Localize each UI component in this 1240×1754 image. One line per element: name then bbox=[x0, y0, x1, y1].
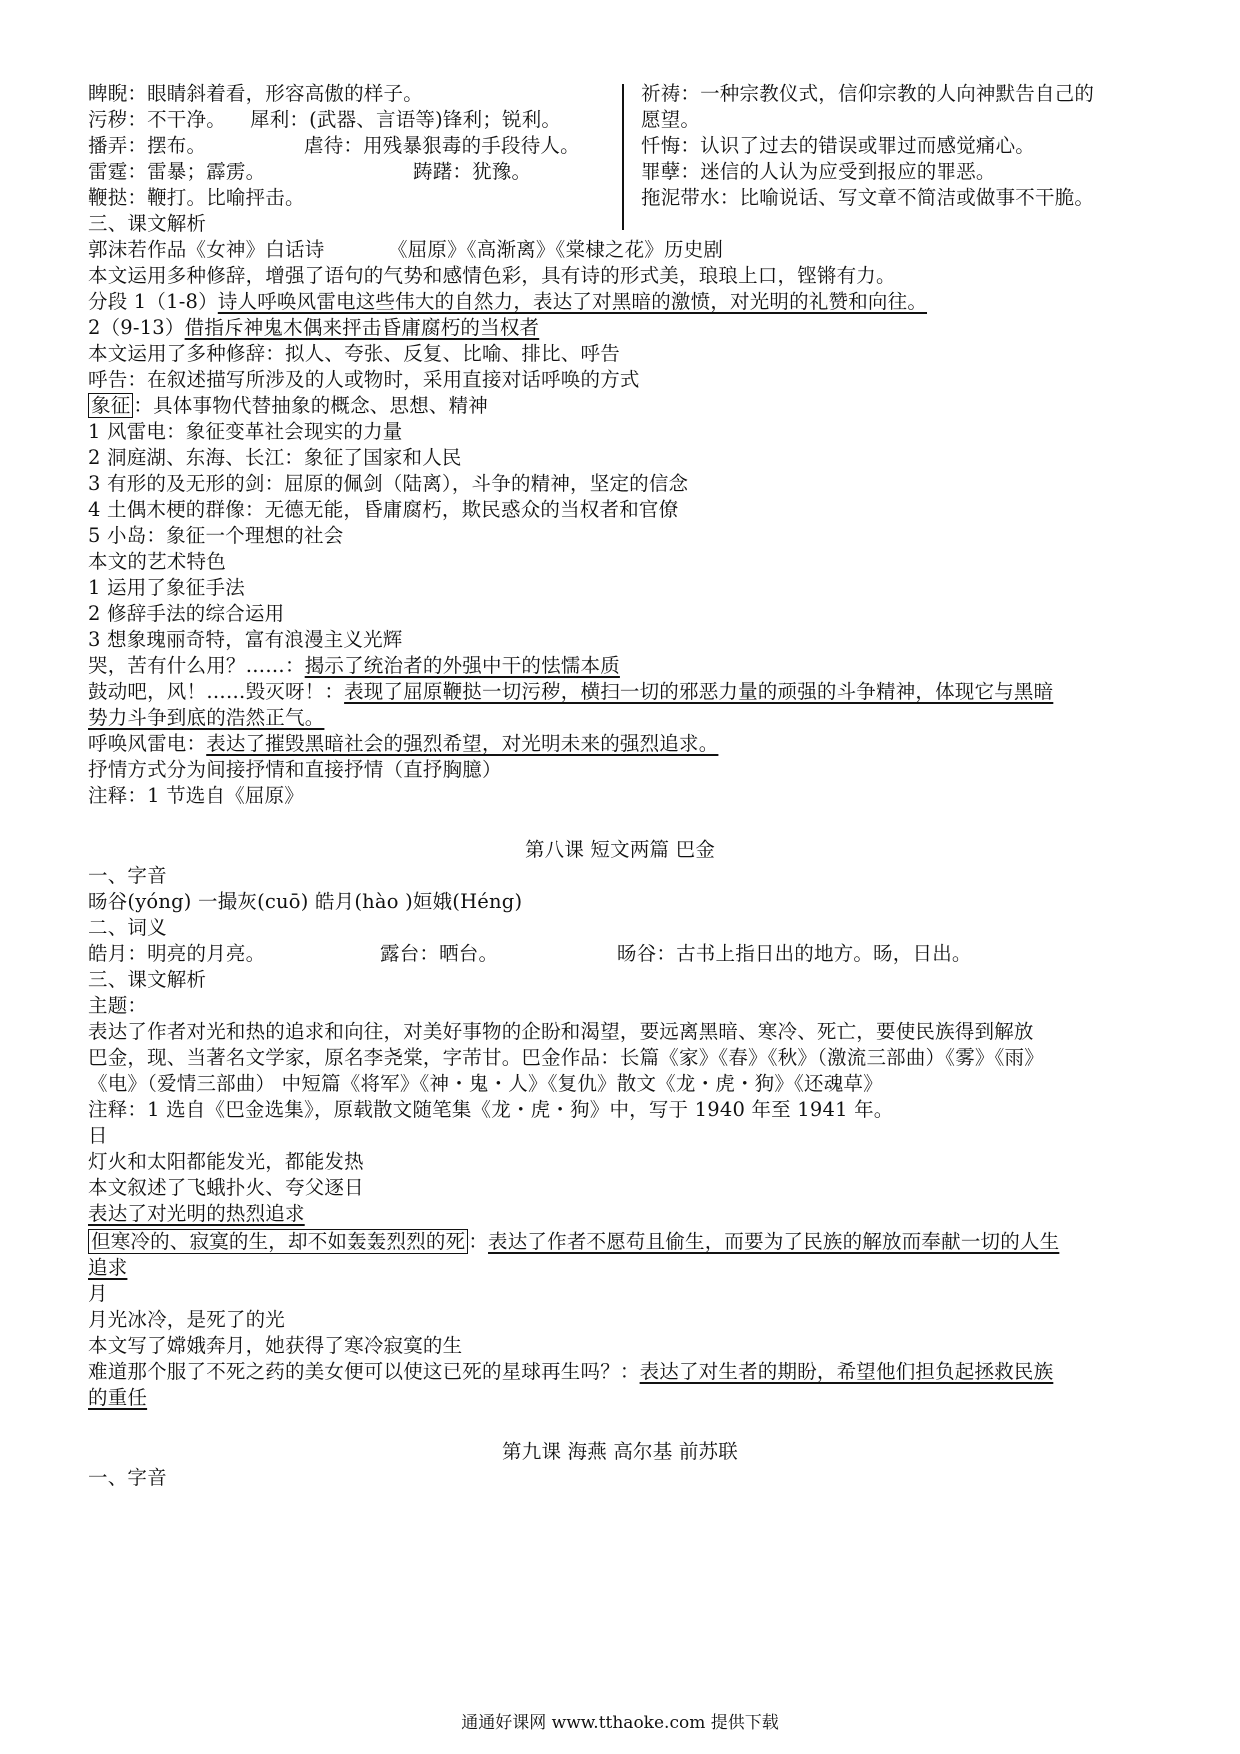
vocab-tuoni: 拖泥带水：比喻说话、写文章不简洁或做事不干脆。 bbox=[641, 186, 1095, 209]
symbol-definition: 象征 ：具体事物代替抽象的概念、思想、精神 bbox=[88, 392, 488, 420]
art-item: 2 修辞手法的综合运用 bbox=[88, 602, 285, 625]
vocab-row-3 bbox=[88, 132, 580, 160]
section-heading: 一、字音 bbox=[88, 864, 167, 887]
symbol-item: 5 小岛：象征一个理想的社会 bbox=[88, 524, 344, 547]
pronunciation-list: 旸谷(yóng) 一撮灰(cuō) 皓月(hào )姮娥(Héng) bbox=[88, 890, 523, 913]
art-features-title: 本文的艺术特色 bbox=[88, 550, 226, 573]
sun-quote-cont: 追求 bbox=[88, 1256, 128, 1279]
sun-line: 本文叙述了飞蛾扑火、夸父逐日 bbox=[88, 1176, 364, 1199]
quote-analysis-3: 呼唤风雷电：表达了摧毁黑暗社会的强烈希望，对光明未来的强烈追求。 bbox=[88, 732, 719, 755]
author-intro: 巴金，现、当著名文学家，原名李尧棠，字芾甘。巴金作品：长篇《家》《春》《秋》（激流三部曲）《雾》《雨》 bbox=[88, 1046, 1044, 1069]
vocab-xili: 犀利：(武器、言语等)锋利；锐利。 bbox=[250, 108, 562, 131]
vocab-leiting: 雷霆：雷暴；霹雳。 bbox=[88, 160, 266, 183]
quote-analysis-2: 鼓动吧，风！……毁灭呀！：表现了屈原鞭挞一切污秽，横扫一切的邪恶力量的顽强的斗争精神，体现它与黑暗 bbox=[88, 680, 1054, 703]
vocab-nuedai: 虐待：用残暴狠毒的手段待人。 bbox=[304, 134, 580, 157]
theme-label: 主题： bbox=[88, 994, 148, 1017]
vocab-chanhui: 忏悔：认识了过去的错误或罪过而感觉痛心。 bbox=[641, 134, 1036, 157]
section-heading: 三、课文解析 bbox=[88, 212, 207, 235]
moon-line: 月光冰冷，是死了的光 bbox=[88, 1308, 286, 1331]
author-intro-cont: 《电》（爱情三部曲） 中短篇《将军》《神・鬼・人》《复仇》散文《龙・虎・狗》《还魂草》 bbox=[88, 1072, 883, 1095]
vocab-chouchu: 踌躇：犹豫。 bbox=[413, 160, 532, 183]
sun-line: 表达了对光明的热烈追求 bbox=[88, 1202, 305, 1225]
subsection-sun: 日 bbox=[88, 1124, 108, 1147]
segment-2: 2（9-13）借指斥神鬼木偶来抨击昏庸腐朽的当权者 bbox=[88, 316, 540, 339]
sun-line: 灯火和太阳都能发光，都能发热 bbox=[88, 1150, 364, 1173]
rhetoric-effect: 本文运用多种修辞，增强了语句的气势和感情色彩，具有诗的形式美，琅琅上口，铿锵有力。 bbox=[88, 264, 896, 287]
symbol-item: 4 土偶木梗的群像：无德无能，昏庸腐朽，欺民惑众的当权者和官僚 bbox=[88, 498, 679, 521]
rhetoric-devices: 本文运用了多种修辞：拟人、夸张、反复、比喻、排比、呼告 bbox=[88, 342, 620, 365]
moon-quote: 难道那个服了不死之药的美女便可以使这已死的星球再生吗？：表达了对生者的期盼，希望他们担负起拯救民族 bbox=[88, 1360, 1054, 1383]
quote-analysis-1: 哭，苦有什么用？……：揭示了统治者的外强中干的怯懦本质 bbox=[88, 654, 620, 677]
vocab-qidao: 祈祷：一种宗教仪式，信仰宗教的人向神默告自己的 bbox=[641, 82, 1095, 105]
vocab-biantai: 鞭挞：鞭打。比喻抨击。 bbox=[88, 186, 305, 209]
moon-line: 本文写了嫦娥奔月，她获得了寒冷寂寞的生 bbox=[88, 1334, 463, 1357]
section-heading: 三、课文解析 bbox=[88, 968, 207, 991]
quote-analysis-2-cont: 势力斗争到底的浩然正气。 bbox=[88, 706, 325, 729]
sun-quote: 但寒冷的、寂寞的生，却不如轰轰烈烈的死 ：表达了作者不愿苟且偷生，而要为了民族的解放而奉献一切的人生 bbox=[88, 1228, 1059, 1256]
column-divider bbox=[622, 84, 624, 230]
symbol-item: 3 有形的及无形的剑：屈原的佩剑（陆离），斗争的精神，坚定的信念 bbox=[88, 472, 689, 495]
boxed-quote: 但寒冷的、寂寞的生，却不如轰轰烈烈的死 bbox=[88, 1229, 468, 1254]
annotation: 注释：1 节选自《屈原》 bbox=[88, 784, 305, 807]
lesson-title: 第八课 短文两篇 巴金 bbox=[524, 838, 716, 861]
lyric-modes: 抒情方式分为间接抒情和直接抒情（直抒胸臆） bbox=[88, 758, 502, 781]
symbol-item: 2 洞庭湖、东海、长江：象征了国家和人民 bbox=[88, 446, 462, 469]
symbol-item: 1 风雷电：象征变革社会现实的力量 bbox=[88, 420, 403, 443]
section-heading: 一、字音 bbox=[88, 1466, 167, 1489]
page-footer: 通通好课网 www.tthaoke.com 提供下载 bbox=[461, 1713, 779, 1733]
moon-quote-cont: 的重任 bbox=[88, 1386, 148, 1409]
vocab-wuhui: 污秽：不干净。 bbox=[88, 108, 226, 131]
vocab-row-4 bbox=[88, 158, 531, 186]
theme-text: 表达了作者对光和热的追求和向往，对美好事物的企盼和渴望，要远离黑暗、寒冷、死亡，要使民族得到解放 bbox=[88, 1020, 1034, 1043]
art-item: 3 想象瑰丽奇特，富有浪漫主义光辉 bbox=[88, 628, 403, 651]
vocab-qidao-cont: 愿望。 bbox=[641, 108, 701, 131]
vocab-bonong: 播弄：摆布。 bbox=[88, 134, 207, 157]
segment-1: 分段 1（1-8）诗人呼唤风雷电这些伟大的自然力，表达了对黑暗的激愤，对光明的礼赞和向往。 bbox=[88, 290, 928, 313]
author-works: 郭沫若作品《女神》白话诗 《屈原》《高渐离》《棠棣之花》历史剧 bbox=[88, 238, 724, 261]
annotation: 注释：1 选自《巴金选集》，原载散文随笔集《龙・虎・狗》中，写于 1940 年至 1941 年。 bbox=[88, 1098, 894, 1121]
vocab-zuinie: 罪孽：迷信的人认为应受到报应的罪恶。 bbox=[641, 160, 996, 183]
art-item: 1 运用了象征手法 bbox=[88, 576, 245, 599]
word-meanings: 皓月：明亮的月亮。 露台：晒台。 旸谷：古书上指日出的地方。旸，日出。 bbox=[88, 942, 972, 965]
hugao-definition: 呼告：在叙述描写所涉及的人或物时，采用直接对话呼唤的方式 bbox=[88, 368, 640, 391]
subsection-moon: 月 bbox=[88, 1282, 108, 1305]
boxed-term: 象征 bbox=[88, 393, 133, 418]
vocab-pini: 睥睨：眼睛斜着看，形容高傲的样子。 bbox=[88, 82, 423, 105]
section-heading: 二、词义 bbox=[88, 916, 167, 939]
lesson-title: 第九课 海燕 高尔基 前苏联 bbox=[502, 1440, 738, 1463]
vocab-row-2 bbox=[88, 106, 561, 134]
